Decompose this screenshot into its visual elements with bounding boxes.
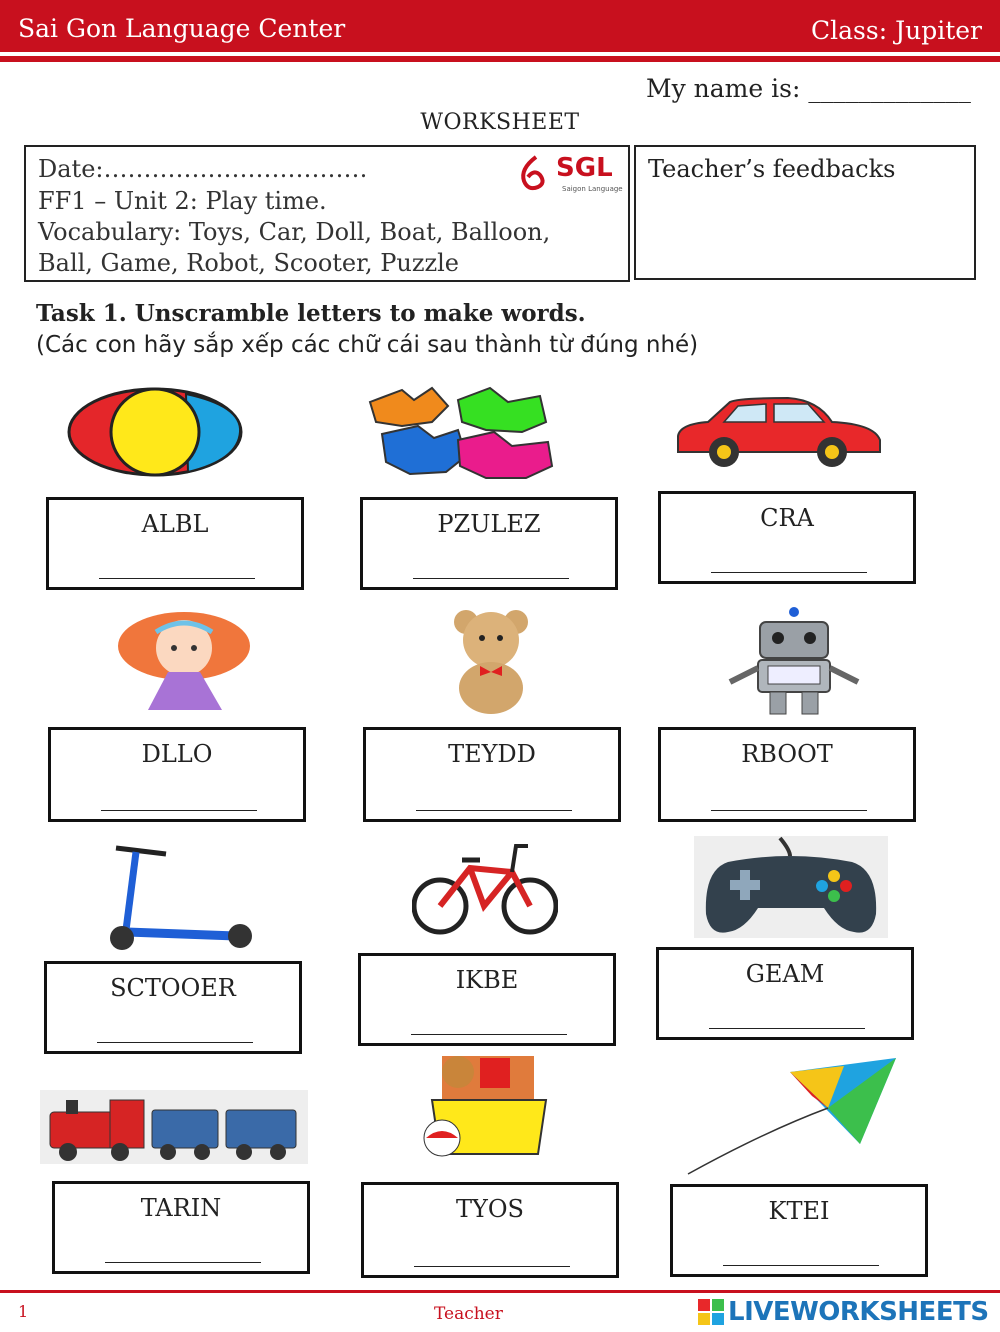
unit-line: FF1 – Unit 2: Play time. <box>38 187 327 215</box>
ball-icon <box>66 386 244 480</box>
toy-box-icon <box>422 1050 552 1158</box>
robot-icon <box>720 606 868 716</box>
scooter-icon <box>96 840 256 952</box>
kite-icon <box>684 1052 904 1176</box>
answer-blank[interactable] <box>411 1033 567 1035</box>
scrambled-word: RBOOT <box>741 740 833 768</box>
liveworksheets-icon <box>698 1297 726 1327</box>
word-box-12 <box>670 1184 928 1277</box>
answer-blank[interactable] <box>416 809 572 811</box>
scrambled-word: IKBE <box>455 966 519 994</box>
scrambled-word: GEAM <box>745 960 825 988</box>
word-box-2 <box>360 497 618 590</box>
scrambled-word: PZULEZ <box>437 510 541 538</box>
scrambled-word: TYOS <box>456 1195 524 1223</box>
scrambled-word: DLLO <box>141 740 213 768</box>
teddy-bear-icon <box>446 608 536 716</box>
gamepad-icon <box>694 836 888 938</box>
info-box <box>24 145 630 282</box>
word-box-9 <box>656 947 914 1040</box>
liveworksheets-text: LIVEWORKSHEETS <box>728 1297 989 1327</box>
word-box-10 <box>52 1181 310 1274</box>
answer-blank[interactable] <box>711 809 867 811</box>
scrambled-word: TARIN <box>140 1194 222 1222</box>
class-label: Class: Jupiter <box>811 16 982 45</box>
header-divider <box>0 56 1000 62</box>
date-line: Date:…………………………… <box>38 155 368 183</box>
center-name: Sai Gon Language Center <box>18 14 346 43</box>
teacher-feedback-title: Teacher’s feedbacks <box>648 155 896 183</box>
word-box-7 <box>44 961 302 1054</box>
student-name-field[interactable]: My name is: _____________ <box>646 74 971 103</box>
footer-teacher: Teacher <box>434 1304 503 1324</box>
page-number: 1 <box>18 1302 29 1321</box>
word-box-8 <box>358 953 616 1046</box>
word-box-1 <box>46 497 304 590</box>
answer-blank[interactable] <box>105 1261 261 1263</box>
answer-blank[interactable] <box>711 571 867 573</box>
scrambled-word: ALBL <box>141 510 209 538</box>
scrambled-word: CRA <box>760 504 814 532</box>
answer-blank[interactable] <box>97 1041 253 1043</box>
liveworksheets-logo[interactable] <box>698 1296 994 1328</box>
answer-blank[interactable] <box>413 577 569 579</box>
scrambled-word: SCTOOER <box>110 974 236 1002</box>
bike-icon <box>412 838 558 936</box>
vocabulary-line-1: Vocabulary: Toys, Car, Doll, Boat, Balloon, <box>38 218 551 246</box>
answer-blank[interactable] <box>414 1265 570 1267</box>
footer-divider <box>0 1290 1000 1293</box>
answer-blank[interactable] <box>723 1264 879 1266</box>
task-subtitle: (Các con hãy sắp xếp các chữ cái sau thành từ đúng nhé) <box>36 332 699 358</box>
sgl-logo-subtext: Saigon Language <box>562 185 623 193</box>
word-box-5 <box>363 727 621 822</box>
word-box-6 <box>658 727 916 822</box>
answer-blank[interactable] <box>99 577 255 579</box>
car-icon <box>668 396 888 470</box>
answer-blank[interactable] <box>101 809 257 811</box>
worksheet-title: WORKSHEET <box>420 110 580 135</box>
teacher-feedback-box <box>634 145 976 280</box>
scrambled-word: TEYDD <box>448 740 536 768</box>
doll-icon <box>104 608 264 712</box>
sgl-logo-text: SGL <box>556 153 613 183</box>
train-icon <box>40 1090 308 1164</box>
scrambled-word: KTEI <box>768 1197 830 1225</box>
vocabulary-line-2: Ball, Game, Robot, Scooter, Puzzle <box>38 249 459 277</box>
word-box-3 <box>658 491 916 584</box>
task-title: Task 1. Unscramble letters to make words. <box>36 300 586 327</box>
sgl-logo <box>516 151 626 197</box>
answer-blank[interactable] <box>709 1027 865 1029</box>
puzzle-icon <box>362 382 554 480</box>
word-box-4 <box>48 727 306 822</box>
word-box-11 <box>361 1182 619 1278</box>
